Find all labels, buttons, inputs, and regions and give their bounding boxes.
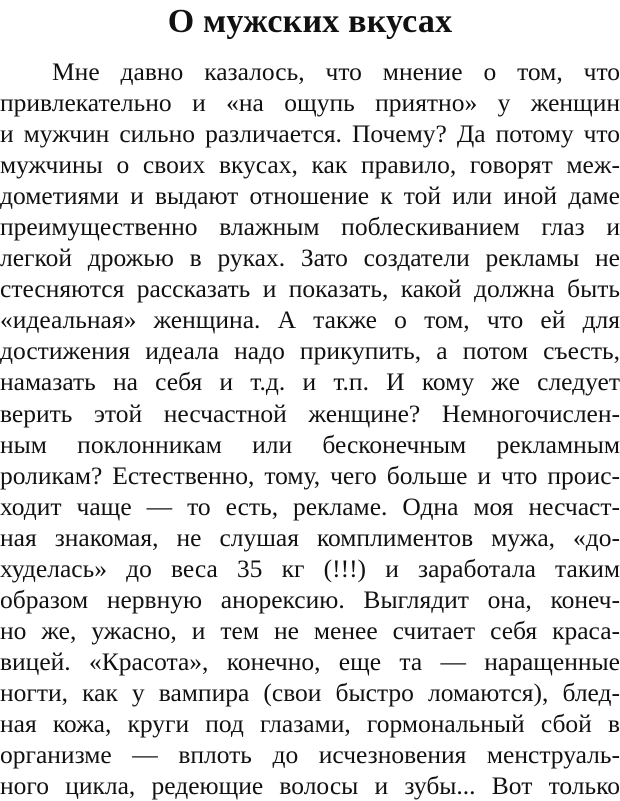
text-line: легкой дрожью в руках. Зато создатели рекламы не	[0, 243, 620, 273]
text-line: ным поклонникам или бесконечным рекламным	[0, 429, 620, 459]
chapter-title: О мужских вкусах	[167, 3, 453, 40]
text-line: дометиями и выдают отношение к той или иной даме	[0, 181, 620, 211]
text-line: ная кожа, круги под глазами, гормональный сбой в	[0, 708, 620, 738]
text-line: «идеальная» женщина. А также о том, что ей для	[0, 305, 620, 335]
text-line: достижения идеала надо прикупить, а потом съесть,	[0, 336, 620, 366]
text-line: вицей. «Красота», конечно, еще та — наращенные	[0, 646, 620, 676]
text-line: ногти, как у вампира (свои быстро ломаются), блед-	[0, 677, 620, 707]
body-paragraph	[0, 56, 620, 801]
text-line: ходит чаще — то есть, рекламе. Одна моя несчаст-	[0, 491, 620, 521]
text-line: и мужчин сильно различается. Почему? Да потому что	[0, 119, 620, 149]
text-line: организме — вплоть до исчезновения менструаль-	[0, 740, 620, 770]
text-line: стесняются рассказать и показать, какой должна быть	[0, 274, 620, 304]
text-line: ного цикла, редеющие волосы и зубы... Вот только	[0, 771, 620, 801]
text-line: худелась» до веса 35 кг (!!!) и заработала таким	[0, 553, 620, 583]
text-line: намазать на себя и т.д. и т.п. И кому же следует	[0, 367, 620, 397]
text-line: образом нервную анорексию. Выглядит она, конеч-	[0, 584, 620, 614]
text-line: привлекательно и «на ощупь приятно» у женщин	[0, 88, 620, 118]
text-line: верить этой несчастной женщине? Немногочислен-	[0, 398, 620, 428]
text-line: роликам? Естественно, тому, чего больше и что проис-	[0, 460, 620, 490]
text-line: но же, ужасно, и тем не менее считает себя краса-	[0, 615, 620, 645]
text-line: преимущественно влажным поблескиванием глаз и	[0, 212, 620, 242]
text-line: мужчины о своих вкусах, как правило, говорят меж-	[0, 150, 620, 180]
text-line: ная знакомая, не слушая комплиментов мужа, «до-	[0, 522, 620, 552]
text-line: Мне давно казалось, что мнение о том, что	[52, 57, 620, 86]
